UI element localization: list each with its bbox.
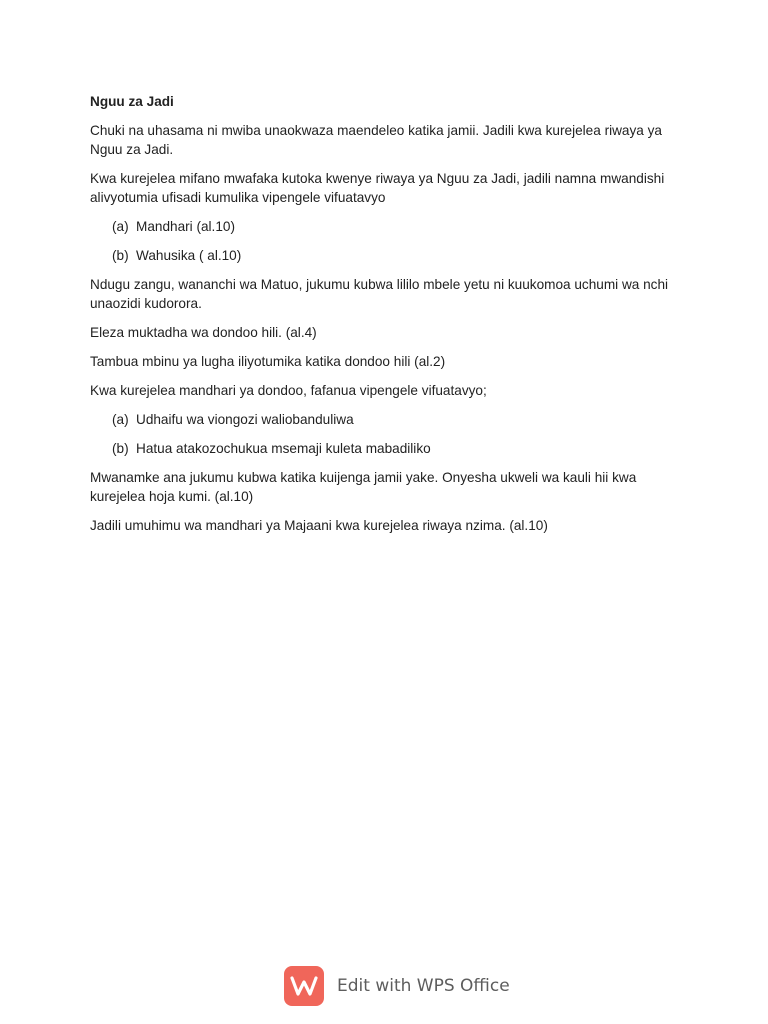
question-paragraph: Chuki na uhasama ni mwiba unaokwaza maendeleo katika jamii. Jadili kwa kurejelea riwaya ya Nguu za Jadi. [90,123,662,157]
question-paragraph: Ndugu zangu, wananchi wa Matuo, jukumu kubwa lililo mbele yetu ni kuukomoa uchumi wa nchi unaozidi kudorora. [90,277,669,311]
list-item [90,439,690,458]
list-marker: (a) [112,219,129,234]
wps-edit-label[interactable]: Edit with WPS Office [337,976,510,996]
list-item [90,246,690,265]
question-paragraph: Tambua mbinu ya lugha iliyotumika katika dondoo hili (al.2) [90,354,446,369]
question-paragraph: Jadili umuhimu wa mandhari ya Majaani kwa kurejelea riwaya nzima. (al.10) [90,518,548,533]
list-item-text: Mandhari (al.10) [136,219,235,234]
list-item-text: Hatua atakozochukua msemaji kuleta mabadiliko [136,441,431,456]
wps-office-logo-icon[interactable] [284,966,324,1006]
list-marker: (a) [112,412,129,427]
wps-w-glyph-icon [290,975,318,997]
question-paragraph: Kwa kurejelea mifano mwafaka kutoka kwenye riwaya ya Nguu za Jadi, jadili namna mwandishi alivyotumia ufisadi kumulika vipengele vifuatavyo [90,171,665,205]
question-paragraph: Mwanamke ana jukumu kubwa katika kuijenga jamii yake. Onyesha ukweli wa kauli hii kwa kurejelea hoja kumi. (al.10) [90,470,637,504]
list-item-text: Udhaifu wa viongozi waliobanduliwa [136,412,354,427]
list-marker: (b) [112,441,129,456]
list-item-text: Wahusika ( al.10) [136,248,242,263]
question-paragraph: Kwa kurejelea mandhari ya dondoo, fafanua vipengele vifuatavyo; [90,383,487,398]
document-page [90,92,690,545]
question-paragraph: Eleza muktadha wa dondoo hili. (al.4) [90,325,317,340]
list-item [90,410,690,429]
wps-edit-banner[interactable] [284,965,510,1007]
list-marker: (b) [112,248,129,263]
document-heading: Nguu za Jadi [90,94,174,109]
list-item [90,217,690,236]
